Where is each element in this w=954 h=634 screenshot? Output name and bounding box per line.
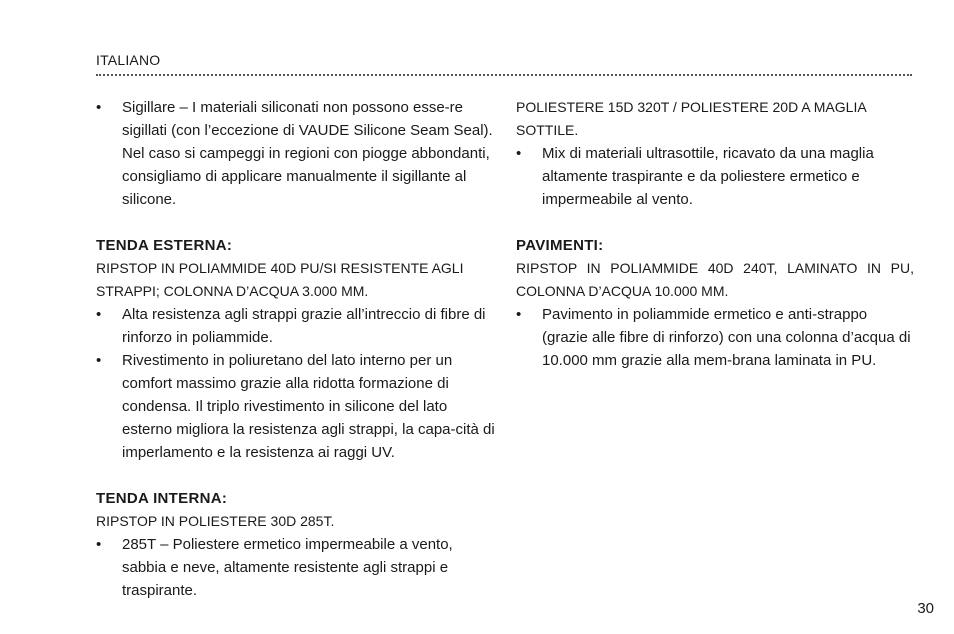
inner-tent-bullet-list [96,533,496,602]
language-label: ITALIANO [96,52,161,68]
list-item: • Alta resistenza agli strappi grazie all’intreccio di fibre di rinforzo in poliammide. [96,303,496,349]
outer-tent-heading: TENDA ESTERNA: [96,237,233,254]
dotted-divider [96,74,912,76]
outer-tent-section [96,234,496,464]
inner-tent-section [96,487,496,602]
list-item: • Mix di materiali ultrasottile, ricavato da una maglia altamente traspirante e da poliestere ermetico e impermeabile al vento. [516,142,914,211]
mesh-section [516,96,914,211]
floors-spec-line-2: COLONNA D’ACQUA 10.000 MM. [516,283,729,299]
floors-heading: PAVIMENTI: [516,237,604,254]
list-item: • Sigillare – I materiali siliconati non possono esse-re sigillati (con l’eccezione di VAUDE Silicone Seam Seal). Nel caso si campeggi in regioni con piogge abbondanti, consigliamo di applicare manualmente il sigillante al silicone. [96,96,496,211]
list-item: • Pavimento in poliammide ermetico e anti-strappo (grazie alle fibre di rinforzo) con una colonna d’acqua di 10.000 mm grazie alla mem-brana laminata in PU. [516,303,914,372]
list-item: • 285T – Poliestere ermetico impermeabile a vento, sabbia e neve, altamente resistente agli strappi e traspirante. [96,533,496,602]
list-item: • Rivestimento in poliuretano del lato interno per un comfort massimo grazie alla ridotta formazione di condensa. Il triplo rivestimento in silicone del lato esterno migliora la resistenza agli strappi, la capa-cità di imperlamento e la resistenza ai raggi UV. [96,349,496,464]
intro-bullet-list [96,96,496,211]
mesh-spec: POLIESTERE 15D 320T / POLIESTERE 20D A MAGLIA SOTTILE. [516,99,866,138]
outer-tent-bullet-list [96,303,496,464]
floors-section [516,234,914,372]
inner-tent-spec: RIPSTOP IN POLIESTERE 30D 285T. [96,513,335,529]
floors-bullet-list [516,303,914,372]
outer-tent-spec: RIPSTOP IN POLIAMMIDE 40D PU/SI RESISTENTE AGLI STRAPPI; COLONNA D’ACQUA 3.000 MM. [96,260,464,299]
inner-tent-heading: TENDA INTERNA: [96,490,228,507]
right-column [516,96,914,395]
floors-spec-line-1: RIPSTOP IN POLIAMMIDE 40D 240T, LAMINATO IN PU, [516,260,914,276]
intro-section [96,96,496,211]
left-column [96,96,496,625]
page-number: 30 [917,600,934,617]
mesh-bullet-list [516,142,914,211]
